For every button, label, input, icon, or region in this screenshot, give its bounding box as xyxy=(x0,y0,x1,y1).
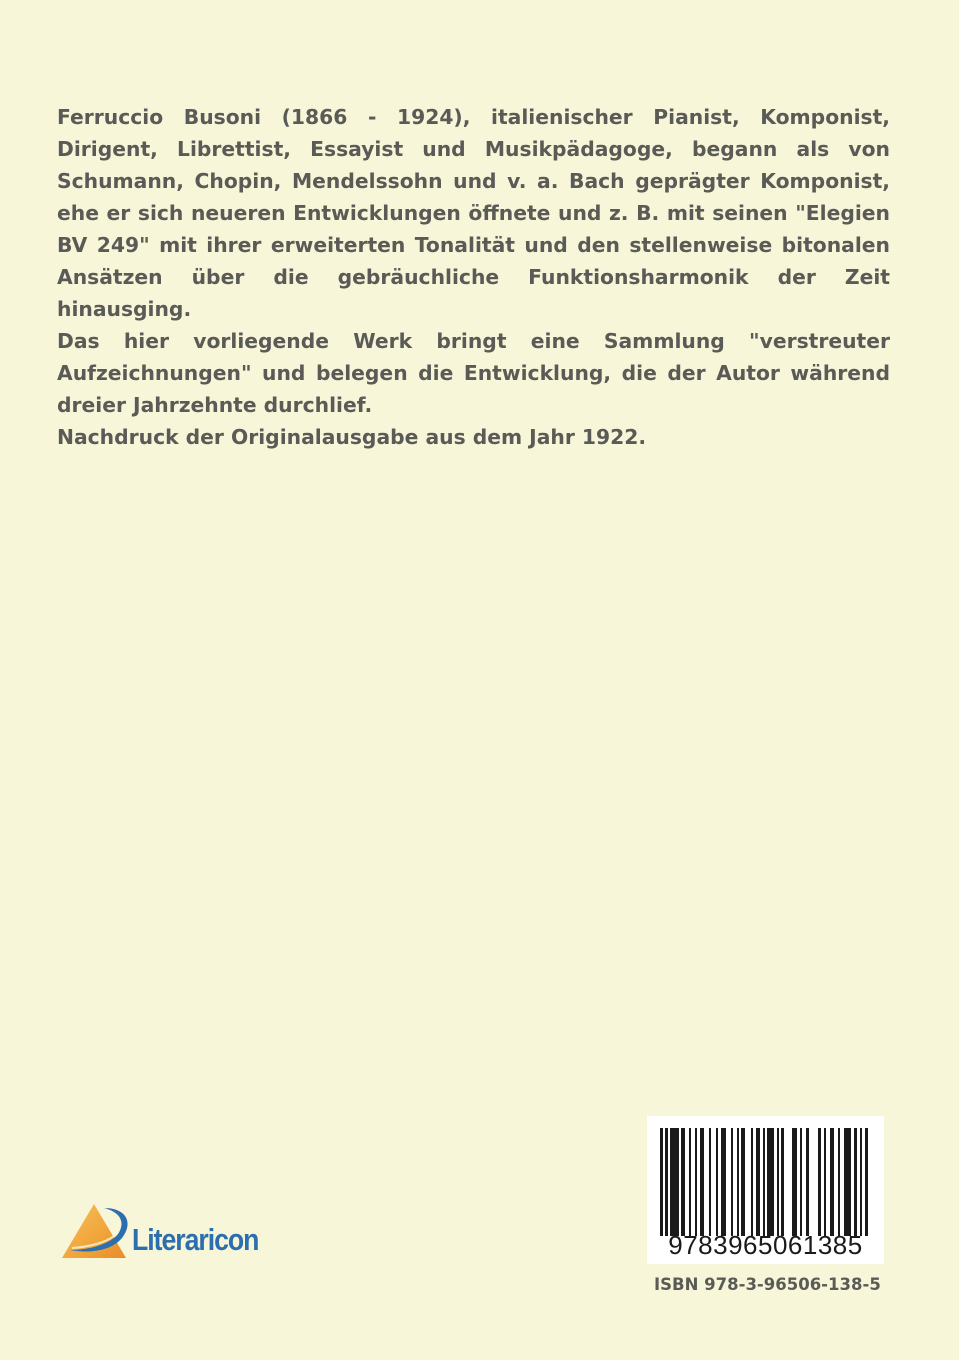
publisher-logo xyxy=(60,1200,290,1264)
back-cover-blurb xyxy=(57,101,890,453)
barcode-number: 9783965061385 xyxy=(668,1230,863,1260)
blurb-paragraph-bio: Ferruccio Busoni (1866 - 1924), italienischer Pianist, Komponist, Dirigent, Librettist, Essayist und Musikpädagoge, begann als von Schumann, Chopin, Mendelssohn und v. a. Bach geprägter Komponist, ehe er sich neueren Entwicklungen öffnete und z. B. mit seinen "Elegien BV 249" mit ihrer erweiterten Tonalität und den stellenweise bitonalen Ansätzen über die gebräuchliche Funktionsharmonik der Zeit hinausging. xyxy=(57,105,890,321)
barcode xyxy=(647,1116,884,1264)
blurb-paragraph-work: Das hier vorliegende Werk bringt eine Sammlung "verstreuter Aufzeichnungen" und belegen die Entwicklung, die der Autor während dreier Jahrzehnte durchlief. xyxy=(57,329,890,417)
blurb-paragraph-reprint: Nachdruck der Originalausgabe aus dem Jahr 1922. xyxy=(57,425,647,449)
barcode-icon xyxy=(660,1128,872,1236)
triangle-swoosh-logo-icon xyxy=(60,1200,140,1264)
isbn-label: ISBN 978-3-96506-138-5 xyxy=(654,1275,881,1294)
publisher-name: Literaricon xyxy=(132,1222,259,1257)
